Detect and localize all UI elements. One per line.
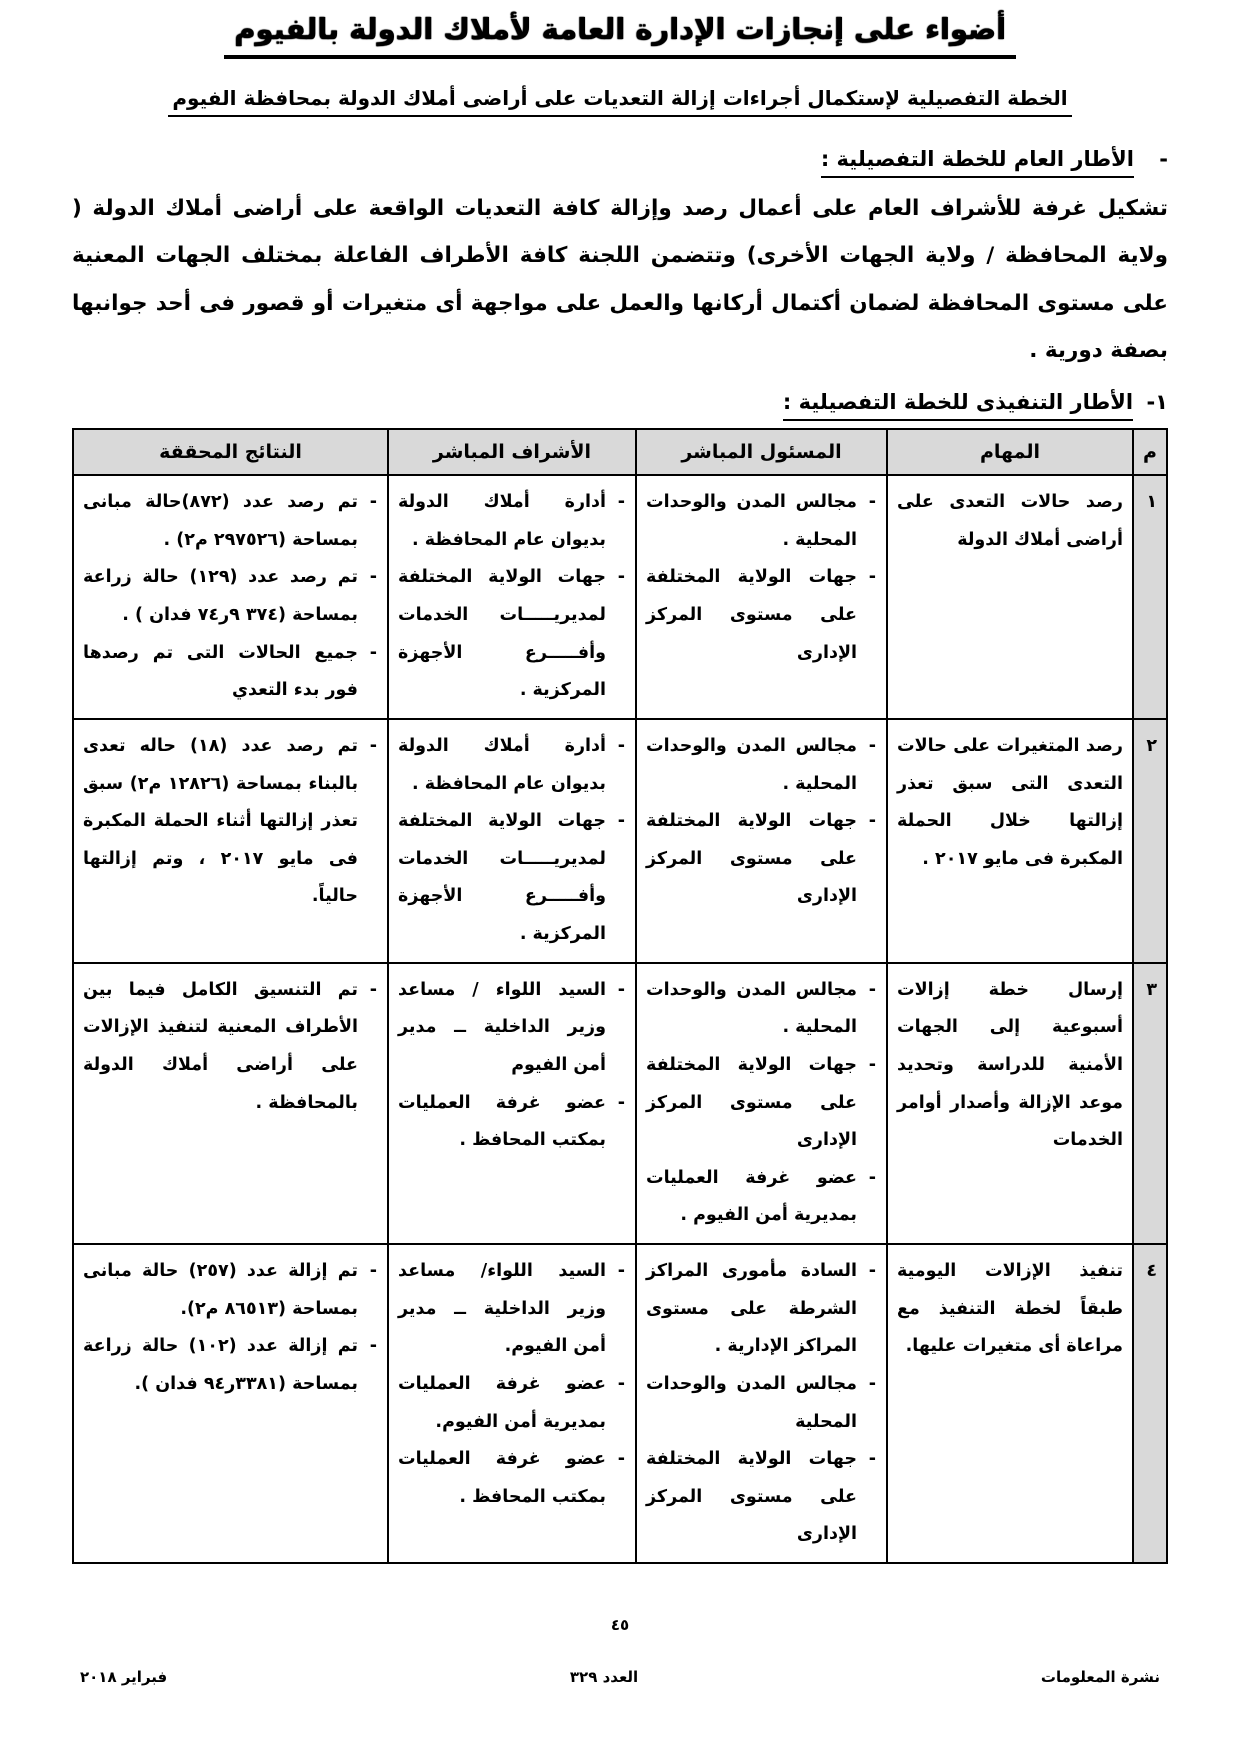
responsible-cell — [636, 475, 887, 719]
dash-bullet: - — [868, 492, 876, 513]
table-header-row — [73, 429, 1167, 475]
dash-bullet: - — [1159, 147, 1168, 171]
dash-bullet: - — [369, 642, 377, 663]
footer-issue-number: العدد ٣٢٩ — [569, 1668, 639, 1686]
dash-bullet: - — [369, 567, 377, 588]
row-number: ١ — [1133, 475, 1167, 719]
supervision-cell — [388, 719, 636, 963]
dash-bullet: - — [617, 1261, 625, 1282]
dash-bullet: - — [369, 1261, 377, 1282]
footer-publication: نشرة المعلومات — [1040, 1668, 1160, 1686]
dash-bullet: - — [617, 1092, 625, 1113]
dash-bullet: - — [868, 1261, 876, 1282]
dash-bullet: - — [617, 735, 625, 756]
responsible-cell — [636, 1244, 887, 1563]
supervision-cell — [388, 475, 636, 719]
responsible-cell — [636, 719, 887, 963]
list-item: - عضو غرفة العمليات بمديرية أمن الفيوم . — [646, 1160, 877, 1235]
dash-bullet: - — [369, 979, 377, 1000]
task-cell: تنفيذ الإزالات اليومية طبقاً لخطة التنفيذ مع مراعاة أى متغيرات عليها. — [887, 1244, 1133, 1563]
dash-bullet: - — [868, 1449, 876, 1470]
column-header-supervision: الأشراف المباشر — [388, 429, 636, 475]
responsible-cell — [636, 963, 887, 1244]
table-row — [73, 963, 1167, 1244]
row-number: ٣ — [1133, 963, 1167, 1244]
list-item: - مجالس المدن والوحدات المحلية . — [646, 728, 877, 803]
list-item: - مجالس المدن والوحدات المحلية . — [646, 484, 877, 559]
dash-bullet: - — [868, 811, 876, 832]
dash-bullet: - — [369, 735, 377, 756]
list-item: - مجالس المدن والوحدات المحلية — [646, 1366, 877, 1441]
dash-bullet: - — [868, 1054, 876, 1075]
footer-date: فبراير ٢٠١٨ — [80, 1668, 168, 1686]
list-item: - تم رصد عدد (١٨) حاله تعدى بالبناء بمساحة (١٢٨٢٦ م٢) سبق تعذر إزالتها أثناء الحملة المكبرة فى مايو ٢٠١٧ ، وتم إزالتها حالياً. — [83, 728, 378, 916]
dash-bullet: - — [369, 492, 377, 513]
column-header-tasks: المهام — [887, 429, 1133, 475]
list-item: - مجالس المدن والوحدات المحلية . — [646, 972, 877, 1047]
dash-bullet: - — [617, 567, 625, 588]
page-footer — [80, 1668, 1160, 1686]
results-cell — [73, 719, 388, 963]
frame-heading-line — [72, 147, 1168, 171]
list-item: - جهات الولاية المختلفة على مستوى المركز الإدارى — [646, 1441, 877, 1554]
list-item: - تم إزالة عدد (١٠٢) حالة زراعة بمساحة (٣٣٨١ر٩٤ فدان ). — [83, 1328, 378, 1403]
list-item: - تم رصد عدد (١٢٩) حالة زراعة بمساحة (٣٧٤ ٩ر٧٤ فدان ) . — [83, 559, 378, 634]
document-subtitle: الخطة التفصيلية لإستكمال أجراءات إزالة التعديات على أراضى أملاك الدولة بمحافظة الفيوم — [168, 86, 1071, 117]
row-number: ٢ — [1133, 719, 1167, 963]
column-header-results: النتائج المحققة — [73, 429, 388, 475]
column-header-index: م — [1133, 429, 1167, 475]
list-item: - جهات الولاية المختلفة على مستوى المركز الإدارى — [646, 559, 877, 672]
dash-bullet: - — [617, 492, 625, 513]
dash-bullet: - — [868, 979, 876, 1000]
dash-bullet: - — [617, 1373, 625, 1394]
subtitle-block — [72, 59, 1168, 117]
list-item: - أدارة أملاك الدولة بديوان عام المحافظة . — [398, 484, 626, 559]
exec-heading-number: ١- — [1146, 390, 1168, 415]
dash-bullet: - — [868, 1373, 876, 1394]
task-cell: إرسال خطة إزالات أسبوعية إلى الجهات الأمنية للدراسة وتحديد موعد الإزالة وأصدار أوامر الخدمات — [887, 963, 1133, 1244]
list-item: - تم رصد عدد (٨٧٢)حالة مبانى بمساحة (٢٩٧٥٢٦ م٢) . — [83, 484, 378, 559]
list-item: - السيد اللواء/ مساعد وزير الداخلية ــ مدير أمن الفيوم. — [398, 1253, 626, 1366]
page-number: ٤٥ — [610, 1616, 630, 1634]
list-item: - تم التنسيق الكامل فيما بين الأطراف المعنية لتنفيذ الإزالات على أراضى أملاك الدولة بالمحافظة . — [83, 972, 378, 1123]
title-block — [72, 12, 1168, 59]
table-row — [73, 1244, 1167, 1563]
task-cell: رصد حالات التعدى على أراضى أملاك الدولة — [887, 475, 1133, 719]
dash-bullet: - — [868, 735, 876, 756]
list-item: - أدارة أملاك الدولة بديوان عام المحافظة . — [398, 728, 626, 803]
column-header-responsible: المسئول المباشر — [636, 429, 887, 475]
dash-bullet: - — [617, 811, 625, 832]
dash-bullet: - — [868, 1167, 876, 1188]
task-cell: رصد المتغيرات على حالات التعدى التى سبق تعذر إزالتها خلال الحملة المكبرة فى مايو ٢٠١٧ . — [887, 719, 1133, 963]
plan-table — [72, 428, 1168, 1564]
row-number: ٤ — [1133, 1244, 1167, 1563]
results-cell — [73, 1244, 388, 1563]
frame-heading: الأطار العام للخطة التفصيلية : — [821, 147, 1134, 178]
dash-bullet: - — [369, 1336, 377, 1357]
list-item: - عضو غرفة العمليات بمكتب المحافظ . — [398, 1441, 626, 1516]
list-item: - جهات الولاية المختلفة على مستوى المركز الإدارى — [646, 1047, 877, 1160]
list-item: - عضو غرفة العمليات بمكتب المحافظ . — [398, 1085, 626, 1160]
document-title: أضواء على إنجازات الإدارة العامة لأملاك الدولة بالفيوم — [224, 12, 1016, 59]
dash-bullet: - — [617, 979, 625, 1000]
list-item: - السيد اللواء / مساعد وزير الداخلية ــ مدير أمن الفيوم — [398, 972, 626, 1085]
list-item: - جهات الولاية المختلفة لمديريـــــات الخدمات وأفـــــرع الأجهزة المركزية . — [398, 803, 626, 954]
supervision-cell — [388, 963, 636, 1244]
list-item: - جهات الولاية المختلفة لمديريـــــات الخدمات وأفـــــرع الأجهزة المركزية . — [398, 559, 626, 710]
supervision-cell — [388, 1244, 636, 1563]
list-item: - جميع الحالات التى تم رصدها فور بدء التعدي — [83, 635, 378, 710]
results-cell — [73, 475, 388, 719]
exec-heading: الأطار التنفيذى للخطة التفصيلية : — [783, 390, 1133, 421]
list-item: - جهات الولاية المختلفة على مستوى المركز الإدارى — [646, 803, 877, 916]
frame-paragraph: تشكيل غرفة للأشراف العام على أعمال رصد وإزالة كافة التعديات الواقعة على أراضى أملاك الدولة ( ولاية المحافظة / ولاية الجهات الأخرى) وتتضمن اللجنة كافة الأطراف الفاعلة بمختلف الجهات المعنية على مستوى المحافظة لضمان أكتمال أركانها والعمل على مواجهة أى متغيرات أو قصور فى أحد جوانبها بصفة دورية . — [72, 196, 1168, 363]
list-item: - عضو غرفة العمليات بمديرية أمن الفيوم. — [398, 1366, 626, 1441]
results-cell — [73, 963, 388, 1244]
list-item: - السادة مأمورى المراكز الشرطة على مستوى المراكز الإدارية . — [646, 1253, 877, 1366]
dash-bullet: - — [868, 567, 876, 588]
exec-heading-line — [72, 390, 1168, 414]
table-row — [73, 719, 1167, 963]
table-row — [73, 475, 1167, 719]
list-item: - تم إزالة عدد (٢٥٧) حالة مبانى بمساحة (٨٦٥١٣ م٢). — [83, 1253, 378, 1328]
dash-bullet: - — [617, 1449, 625, 1470]
